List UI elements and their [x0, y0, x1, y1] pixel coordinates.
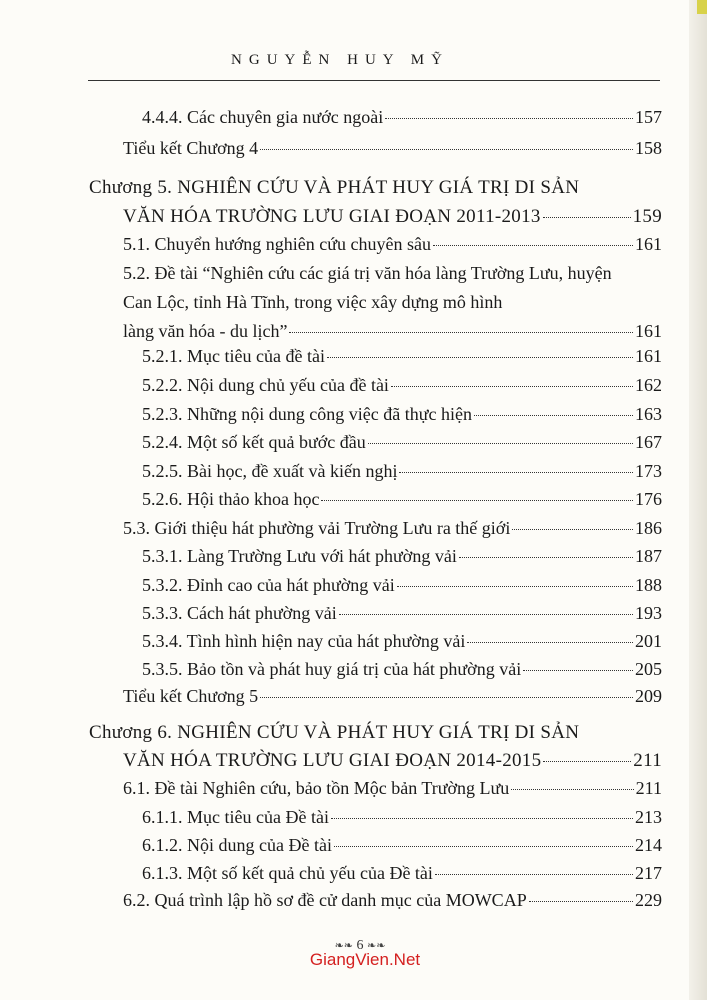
toc-entry-chapter-5[interactable]: [123, 206, 662, 228]
toc-entry[interactable]: [142, 545, 662, 567]
toc-entry[interactable]: [142, 658, 662, 680]
toc-entry-title: 6.1.1. Mục tiêu của Đề tài: [142, 807, 329, 827]
toc-entry-page: 167: [635, 432, 662, 452]
toc-entry-page: 211: [633, 750, 662, 771]
toc-entry-title: 5.2.3. Những nội dung công việc đã thực hiện: [142, 404, 472, 424]
dot-leader: [331, 817, 633, 819]
toc-entry-title: 5.2.5. Bài học, đề xuất và kiến nghị: [142, 461, 398, 481]
toc-entry-page: 161: [635, 346, 662, 366]
toc-entry-title: VĂN HÓA TRƯỜNG LƯU GIAI ĐOẠN 2014-2015: [123, 750, 542, 771]
header-rule: [88, 80, 660, 81]
toc-entry-chapter-6[interactable]: [123, 750, 662, 772]
dot-leader: [391, 385, 633, 387]
dot-leader: [511, 788, 633, 790]
toc-entry-page: 217: [635, 863, 662, 883]
toc-entry-page: 163: [635, 404, 662, 424]
toc-entry-title: 5.3.5. Bảo tồn và phát huy giá trị của hát phường vải: [142, 659, 522, 679]
toc-entry-page: 187: [635, 546, 662, 566]
toc-entry[interactable]: [123, 889, 662, 911]
dot-leader: [368, 442, 633, 444]
toc-entry-title: 5.3.2. Đỉnh cao của hát phường vải: [142, 575, 395, 595]
dot-leader: [260, 696, 633, 698]
toc-entry-title: 5.2.1. Mục tiêu của đề tài: [142, 346, 325, 366]
toc-entry[interactable]: [142, 431, 662, 453]
toc-entry-page: 161: [635, 234, 662, 254]
dot-leader: [435, 873, 633, 875]
toc-entry-page: 186: [635, 518, 662, 538]
toc-entry-page: 213: [635, 807, 662, 827]
toc-entry-page: 157: [635, 107, 662, 127]
toc-entry-page: 173: [635, 461, 662, 481]
chapter-6-heading-line1: Chương 6. NGHIÊN CỨU VÀ PHÁT HUY GIÁ TRỊ DI SẢN: [89, 722, 580, 743]
toc-entry-title: 5.3.3. Cách hát phường vải: [142, 603, 337, 623]
toc-entry[interactable]: [123, 685, 662, 707]
toc-entry-title: 5.2.4. Một số kết quả bước đầu: [142, 432, 366, 452]
toc-entry[interactable]: [142, 403, 662, 425]
toc-entry-page: 158: [635, 138, 662, 158]
toc-entry-5-2-line2: Can Lộc, tỉnh Hà Tĩnh, trong việc xây dựng mô hình: [123, 292, 503, 312]
toc-entry[interactable]: [142, 460, 662, 482]
toc-entry-5-2-line1: 5.2. Đề tài “Nghiên cứu các giá trị văn hóa làng Trường Lưu, huyện: [123, 263, 612, 283]
ornament-right-icon: ❧❧: [367, 940, 386, 952]
toc-entry-title: 6.2. Quá trình lập hồ sơ đề cử danh mục của MOWCAP: [123, 890, 527, 910]
dot-leader: [399, 471, 633, 473]
toc-entry-title: Tiểu kết Chương 5: [123, 686, 259, 706]
toc-entry-page: 214: [635, 835, 662, 855]
toc-entry[interactable]: [142, 862, 662, 884]
toc-entry-title: 5.3.4. Tình hình hiện nay của hát phường vải: [142, 631, 466, 651]
toc-entry-title: 5.3.1. Làng Trường Lưu với hát phường vải: [142, 546, 457, 566]
toc-entry[interactable]: [142, 834, 662, 856]
toc-entry[interactable]: [123, 137, 662, 159]
toc-entry[interactable]: [142, 488, 662, 510]
toc-entry-title: 5.2.6. Hội thảo khoa học: [142, 489, 320, 509]
dot-leader: [474, 414, 633, 416]
toc-entry-page: 209: [635, 686, 662, 706]
toc-entry-title: 6.1.2. Nội dung của Đề tài: [142, 835, 332, 855]
corner-mark: [697, 0, 707, 14]
toc-entry-page: 161: [635, 321, 662, 341]
toc-entry-5-2[interactable]: [123, 320, 662, 342]
dot-leader: [385, 117, 633, 119]
ornament-left-icon: ❧❧: [334, 940, 353, 952]
dot-leader: [433, 244, 633, 246]
toc-entry-title: 6.1.3. Một số kết quả chủ yếu của Đề tài: [142, 863, 433, 883]
dot-leader: [334, 845, 633, 847]
toc-entry[interactable]: [142, 806, 662, 828]
toc-entry-page: 162: [635, 375, 662, 395]
dot-leader: [459, 556, 633, 558]
toc-entry-title: VĂN HÓA TRƯỜNG LƯU GIAI ĐOẠN 2011-2013: [123, 206, 541, 227]
dot-leader: [327, 356, 633, 358]
toc-entry-title: 6.1. Đề tài Nghiên cứu, bảo tồn Mộc bản Trường Lưu: [123, 778, 510, 798]
toc-entry-page: 205: [635, 659, 662, 679]
toc-entry-page: 188: [635, 575, 662, 595]
toc-entry[interactable]: [123, 777, 662, 799]
toc-entry-page: 159: [632, 206, 662, 227]
toc-entry-title: làng văn hóa - du lịch”: [123, 321, 288, 341]
page-number: 6: [356, 938, 364, 953]
toc-entry-page: 176: [635, 489, 662, 509]
toc-entry-page: 211: [635, 778, 662, 798]
toc-entry[interactable]: [142, 574, 662, 596]
dot-leader: [523, 669, 633, 671]
dot-leader: [289, 331, 633, 333]
toc-entry[interactable]: [142, 630, 662, 652]
dot-leader: [397, 585, 633, 587]
toc-entry[interactable]: [123, 517, 662, 539]
dot-leader: [339, 613, 633, 615]
dot-leader: [467, 641, 633, 643]
toc-entry-title: 5.2.2. Nội dung chủ yếu của đề tài: [142, 375, 389, 395]
toc-entry-page: 229: [635, 890, 662, 910]
dot-leader: [543, 216, 631, 218]
toc-entry-title: Tiểu kết Chương 4: [123, 138, 259, 158]
running-header-author: NGUYỄN HUY MỸ: [231, 52, 449, 68]
toc-entry-page: 193: [635, 603, 662, 623]
toc-entry[interactable]: [123, 233, 662, 255]
dot-leader: [529, 900, 633, 902]
page-edge: [689, 0, 707, 1000]
chapter-5-heading-line1: Chương 5. NGHIÊN CỨU VÀ PHÁT HUY GIÁ TRỊ DI SẢN: [89, 177, 580, 198]
toc-entry[interactable]: [142, 345, 662, 367]
toc-entry-title: 5.1. Chuyển hướng nghiên cứu chuyên sâu: [123, 234, 431, 254]
watermark: GiangVien.Net: [309, 950, 421, 969]
toc-entry[interactable]: [142, 374, 662, 396]
dot-leader: [321, 499, 633, 501]
dot-leader: [260, 148, 633, 150]
dot-leader: [543, 760, 631, 762]
toc-entry-title: 5.3. Giới thiệu hát phường vải Trường Lưu ra thế giới: [123, 518, 511, 538]
toc-entry[interactable]: [142, 106, 662, 128]
toc-entry[interactable]: [142, 602, 662, 624]
toc-entry-title: 4.4.4. Các chuyên gia nước ngoài: [142, 107, 384, 127]
toc-entry-page: 201: [635, 631, 662, 651]
dot-leader: [512, 528, 633, 530]
